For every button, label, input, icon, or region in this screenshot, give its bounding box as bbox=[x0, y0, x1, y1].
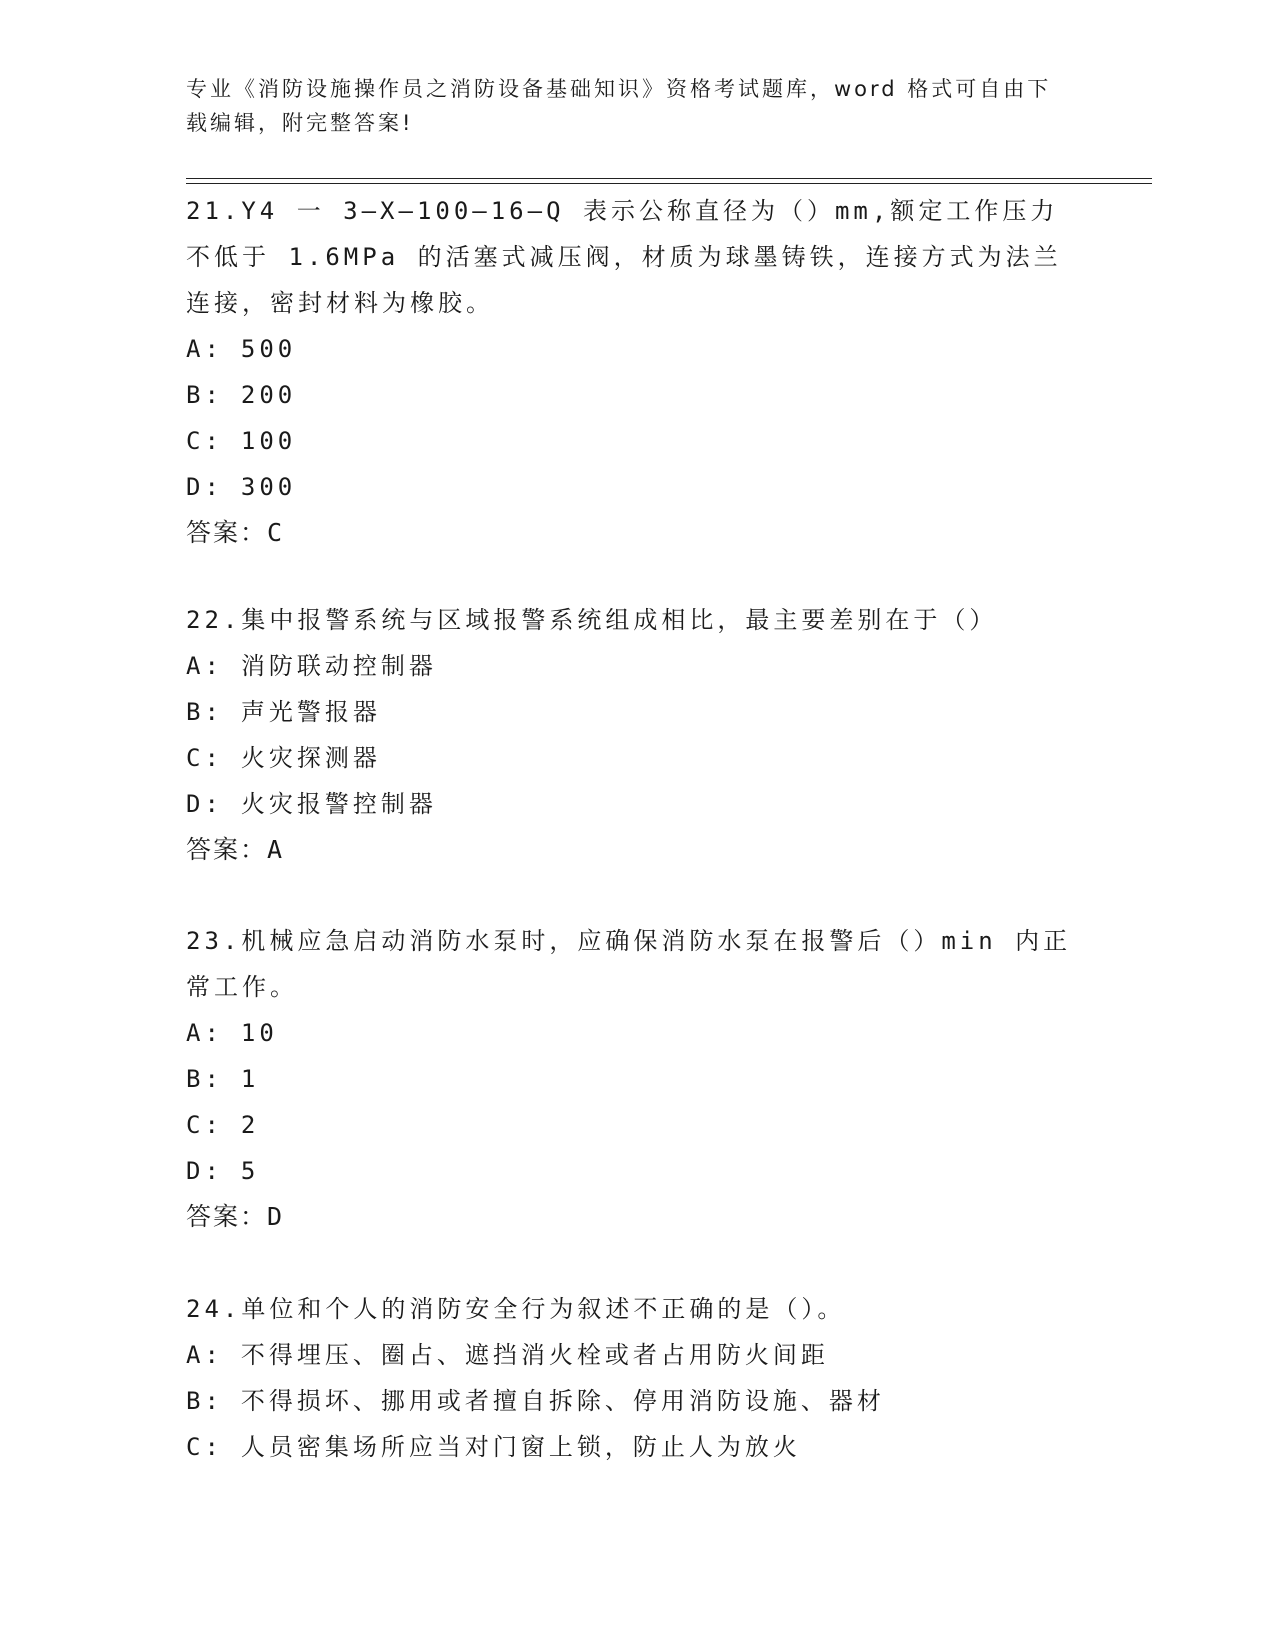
question-text: 23.机械应急启动消防水泵时，应确保消防水泵在报警后（）min 内正常工作。 bbox=[186, 927, 1072, 1001]
option-key: C: bbox=[186, 1433, 223, 1461]
question-text: 21.Y4 一 3—X—100—16—Q 表示公称直径为（）mm,额定工作压力不低于 1.6MPa 的活塞式减压阀，材质为球墨铸铁，连接方式为法兰连接，密封材料为橡胶。 bbox=[186, 197, 1062, 317]
option-key: B: bbox=[186, 698, 223, 726]
question-21 bbox=[186, 188, 1086, 556]
option-a bbox=[186, 1332, 1086, 1378]
option-text: 2 bbox=[240, 1111, 260, 1139]
option-b bbox=[186, 1056, 1086, 1102]
option-text: 消防联动控制器 bbox=[240, 652, 437, 680]
option-text: 火灾探测器 bbox=[240, 744, 381, 772]
option-text: 声光警报器 bbox=[240, 698, 381, 726]
header-rule-bottom bbox=[186, 183, 1152, 184]
header-rule-top bbox=[186, 178, 1152, 179]
option-key: A: bbox=[186, 1341, 223, 1369]
option-c bbox=[186, 1424, 1086, 1470]
answer-label: 答案： bbox=[186, 835, 268, 864]
question-24 bbox=[186, 1286, 1086, 1470]
option-key: B: bbox=[186, 1065, 223, 1093]
question-22 bbox=[186, 597, 1086, 873]
option-a bbox=[186, 1010, 1086, 1056]
answer-label: 答案： bbox=[186, 518, 268, 547]
option-text: 不得埋压、圈占、遮挡消火栓或者占用防火间距 bbox=[240, 1341, 829, 1369]
answer-value: A bbox=[267, 835, 285, 864]
option-key: A: bbox=[186, 335, 223, 363]
option-text: 500 bbox=[240, 335, 297, 363]
option-text: 100 bbox=[240, 427, 297, 455]
question-text: 22.集中报警系统与区域报警系统组成相比，最主要差别在于（） bbox=[186, 606, 998, 634]
option-d bbox=[186, 464, 1086, 510]
option-text: 300 bbox=[240, 473, 297, 501]
option-key: C: bbox=[186, 744, 223, 772]
option-b bbox=[186, 372, 1086, 418]
option-a bbox=[186, 326, 1086, 372]
option-text: 火灾报警控制器 bbox=[240, 790, 437, 818]
answer bbox=[186, 510, 1086, 556]
option-c bbox=[186, 418, 1086, 464]
option-key: A: bbox=[186, 1019, 223, 1047]
option-text: 10 bbox=[240, 1019, 278, 1047]
option-b bbox=[186, 689, 1086, 735]
answer bbox=[186, 1194, 1086, 1240]
answer bbox=[186, 827, 1086, 873]
option-key: D: bbox=[186, 790, 223, 818]
answer-value: C bbox=[267, 518, 285, 547]
option-a bbox=[186, 643, 1086, 689]
document-header: 专业《消防设施操作员之消防设备基础知识》资格考试题库，word 格式可自由下载编辑，附完整答案! bbox=[186, 77, 1052, 135]
option-c bbox=[186, 1102, 1086, 1148]
option-text: 人员密集场所应当对门窗上锁，防止人为放火 bbox=[240, 1433, 801, 1461]
answer-value: D bbox=[267, 1202, 285, 1231]
option-key: B: bbox=[186, 1387, 223, 1415]
option-b bbox=[186, 1378, 1086, 1424]
option-text: 5 bbox=[240, 1157, 260, 1185]
option-d bbox=[186, 781, 1086, 827]
option-key: C: bbox=[186, 1111, 223, 1139]
option-key: C: bbox=[186, 427, 223, 455]
option-key: D: bbox=[186, 1157, 223, 1185]
question-23 bbox=[186, 918, 1086, 1240]
option-c bbox=[186, 735, 1086, 781]
option-text: 1 bbox=[240, 1065, 260, 1093]
option-text: 200 bbox=[240, 381, 297, 409]
option-key: B: bbox=[186, 381, 223, 409]
answer-label: 答案： bbox=[186, 1202, 268, 1231]
option-d bbox=[186, 1148, 1086, 1194]
option-key: A: bbox=[186, 652, 223, 680]
option-key: D: bbox=[186, 473, 223, 501]
option-text: 不得损坏、挪用或者擅自拆除、停用消防设施、器材 bbox=[240, 1387, 885, 1415]
question-text: 24.单位和个人的消防安全行为叙述不正确的是（）。 bbox=[186, 1295, 846, 1323]
